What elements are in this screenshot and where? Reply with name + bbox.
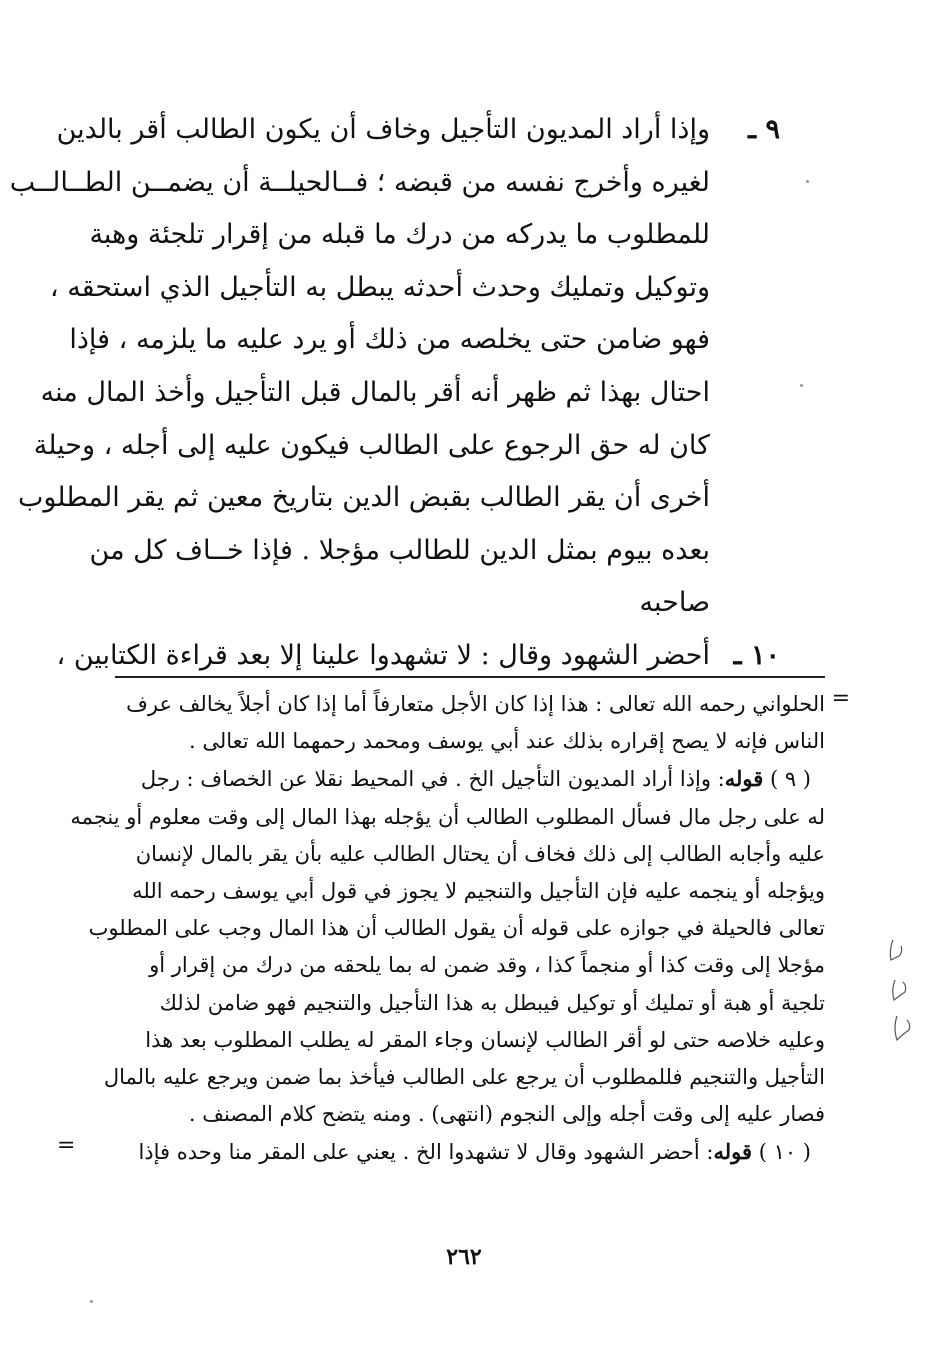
text-line: لغيره وأخرج نفسه من قبضه ؛ فــالحيلــة أن يضمــن الطــالــب: [9, 166, 710, 198]
footnote-line: الناس فإنه لا يصح إقراره بذلك عند أبي يوسف ومحمد رحمهما الله تعالى .: [189, 729, 825, 754]
text-line: أحضر الشهود وقال : لا تشهدوا علينا إلا بعد قراءة الكتابين ،: [56, 639, 710, 671]
footnote-label: قوله: [713, 1139, 752, 1165]
footnote-line: تلجية أو هبة أو تمليك أو توكيل فيبطل به هذا التأجيل والتنجيم فهو ضامن لذلك: [159, 990, 825, 1015]
text-line: للمطلوب ما يدركه من درك ما قبله من إقرار تلجئة وهبة: [89, 219, 710, 251]
text-line: وإذا أراد المديون التأجيل وخاف أن يكون الطالب أقر بالدين: [56, 114, 710, 145]
footnote-line: مؤجلا إلى وقت كذا أو منجماً كذا ، وقد ضمن له بما يلحقه من درك من إقرار أو: [149, 953, 825, 978]
footnote-first-line: [85, 1133, 811, 1171]
footnote-ref: ( ٩ ): [769, 767, 811, 792]
page-number: ٢٦٢: [446, 1244, 482, 1270]
footnote-line: وعليه خلاصه حتى لو أقر الطالب لإنسان وجاء المقر له يطلب المطلوب بعد هذا: [145, 1027, 825, 1052]
text-line: فهو ضامن حتى يخلصه من ذلك أو يرد عليه ما يلزمه ، فإذا: [69, 324, 710, 356]
handwritten-margin-mark: [885, 930, 925, 1060]
footnote-line: التأجيل والتنجيم فللمطلوب أن يرجع على الطالب فيأخذ بما ضمن ويرجع عليه بالمال: [103, 1065, 825, 1090]
text-line: احتال بهذا ثم ظهر أنه أقر بالمال قبل التأجيل وأخذ المال منه: [40, 376, 710, 408]
footnote-line: الحلواني رحمه الله تعالى : هذا إذا كان الأجل متعارفاً أما إذا كان أجلاً يخالف عرف: [126, 692, 825, 716]
footnote-text: : أحضر الشهود وقال لا تشهدوا الخ . يعني على المقر منا وحده فإذا: [138, 1140, 714, 1165]
footnote-continuation: [85, 686, 850, 760]
footnote-label: قوله: [724, 766, 764, 792]
footnote-9: [70, 760, 825, 1133]
footnote-first-line: [85, 760, 811, 798]
footnote-line: عليه وأجابه الطالب إلى ذلك فخاف أن يحتال الطالب عليه بأن يقر بالمال لإنسان: [135, 841, 825, 866]
text-line: كان له حق الرجوع على الطالب فيكون عليه إلى أجله ، وحيلة: [33, 429, 710, 461]
footnote-text: : وإذا أراد المديون التأجيل الخ . في المحيط نقلا عن الخصاف : رجل: [140, 767, 725, 792]
text-line: وتوكيل وتمليك وحدث أحدثه يبطل به التأجيل الذي استحقه ،: [49, 271, 710, 303]
scan-speck: [800, 384, 803, 387]
text-line: أخرى أن يقر الطالب بقبض الدين بتاريخ معين ثم يقر المطلوب: [17, 482, 710, 514]
paragraph-number: ١٠ ـ: [733, 639, 780, 671]
main-text: [9, 104, 780, 683]
footnote-line: ويؤجله أو ينجمه عليه فإن التأجيل والتنجيم لا يجوز في قول أبي يوسف رحمه الله: [132, 879, 825, 904]
footnote-10: [57, 1133, 825, 1171]
paragraph-10: [56, 630, 780, 683]
text-line: صاحبه: [639, 587, 710, 619]
paragraph-number: ٩ ـ: [748, 114, 780, 145]
footnote-line: فصار عليه إلى وقت أجله وإلى النجوم (انتهى) . ومنه يتضح كلام المصنف .: [188, 1102, 825, 1127]
footnote-line: له على رجل مال فسأل المطلوب الطالب أن يؤجله بهذا المال إلى وقت معلوم أو ينجمه: [70, 804, 825, 829]
footnote-ref: ( ١٠ ): [758, 1140, 811, 1165]
paragraph-9: [9, 104, 780, 630]
text-line: بعده بيوم بمثل الدين للطالب مؤجلا . فإذا خــاف كل من: [89, 534, 710, 566]
footnote-line: تعالى فالحيلة في جوازه على قوله أن يقول الطالب أن هذا المال وجب على المطلوب: [88, 916, 825, 941]
scan-speck: [806, 180, 809, 183]
footnotes: [57, 686, 850, 1172]
continues-mark: =: [57, 1133, 76, 1159]
footnote-separator: [115, 676, 825, 678]
scan-speck: [90, 1300, 93, 1303]
continuation-mark: =: [831, 686, 850, 711]
